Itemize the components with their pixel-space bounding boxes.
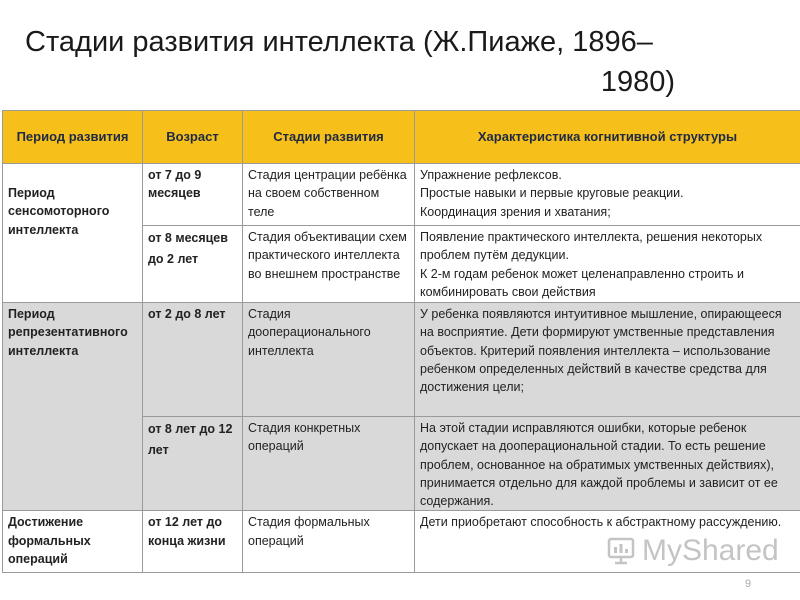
- myshared-watermark: [606, 534, 779, 568]
- table-row: [3, 164, 800, 226]
- myshared-logo-icon: [606, 536, 636, 566]
- characteristic-cell: Дети приобретают способность к абстрактному рассуждению.: [415, 511, 800, 573]
- header-characteristic: Характеристика когнитивной структуры: [415, 111, 800, 164]
- table-row: [3, 303, 800, 417]
- stage-cell: Стадия центрации ребёнка на своем собственном теле: [243, 164, 415, 226]
- age-cell: от 12 лет до конца жизни: [143, 511, 243, 573]
- stage-cell: Стадия формальных операций: [243, 511, 415, 573]
- table-header-row: [3, 111, 800, 164]
- stage-cell: Стадия конкретных операций: [243, 417, 415, 511]
- slide-title: [25, 22, 675, 102]
- header-age: Возраст: [143, 111, 243, 164]
- characteristic-cell: Появление практического интеллекта, решения некоторых проблем путём дедукции. К 2-м годам ребенок может целенаправленно строить и комбинировать свои действия: [415, 226, 800, 303]
- title-line-2: 1980): [600, 66, 675, 98]
- period-cell: Период сенсомоторного интеллекта: [3, 164, 143, 303]
- period-cell: Период репрезентативного интеллекта: [3, 303, 143, 511]
- header-stages: Стадии развития: [243, 111, 415, 164]
- page-number: 9: [745, 578, 752, 590]
- piaget-stages-table: [2, 110, 800, 573]
- header-period: Период развития: [3, 111, 143, 164]
- title-line-1: Стадии развития интеллекта (Ж.Пиаже, 1896–: [25, 26, 653, 58]
- period-cell: Достижение формальных операций: [3, 511, 143, 573]
- characteristic-cell: Упражнение рефлексов. Простые навыки и первые круговые реакции. Координация зрения и хватания;: [415, 164, 800, 226]
- age-cell: от 2 до 8 лет: [143, 303, 243, 417]
- stage-cell: Стадия дооперационального интеллекта: [243, 303, 415, 417]
- age-cell: от 8 месяцев до 2 лет: [143, 226, 243, 303]
- characteristic-cell: На этой стадии исправляются ошибки, которые ребенок допускает на дооперациональной стадии. То есть решение проблем, основанное на обратимых умственных действиях), принимается отдельно для каждой проблемы и зависит от ее содержания.: [415, 417, 800, 511]
- characteristic-cell: У ребенка появляются интуитивное мышление, опирающееся на восприятие. Дети формируют умственные представления объектов. Критерий появления интеллекта – использование ребенком определенных действий в качестве средства для достижения цели;: [415, 303, 800, 417]
- age-cell: от 7 до 9 месяцев: [143, 164, 243, 226]
- stage-cell: Стадия объективации схем практического интеллекта во внешнем пространстве: [243, 226, 415, 303]
- watermark-text: MyShared: [642, 534, 779, 567]
- age-cell: от 8 лет до 12 лет: [143, 417, 243, 511]
